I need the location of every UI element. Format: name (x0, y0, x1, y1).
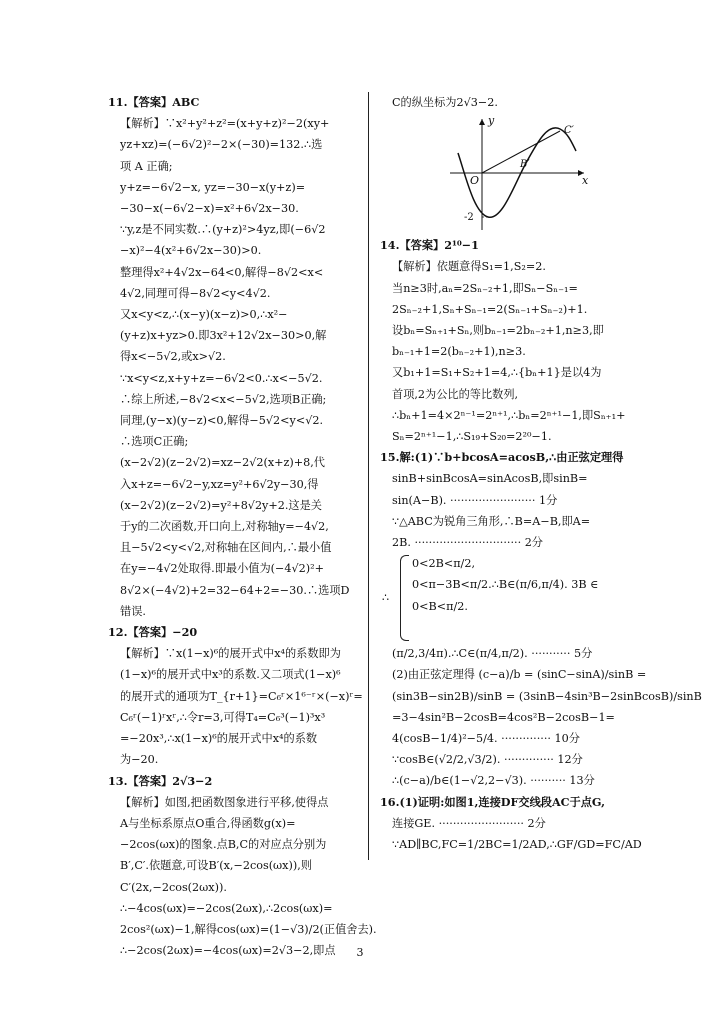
text-line: ∵y,z是不同实数.∴(y+z)²>4yz,即(−6√2 (120, 223, 326, 237)
text-line: yz+xz)=(−6√2)²−2×(−30)=132.∴选 (120, 138, 323, 152)
text-line: y+z=−6√2−x, yz=−30−x(y+z)= (120, 180, 306, 194)
text-line: sin(A−B). ························ 1分 (392, 493, 558, 507)
text-line: 16.(1)证明:如图1,连接DF交线段AC于点G, (380, 794, 605, 809)
text-line: 12.【答案】−20 (108, 625, 198, 640)
text-line: 于y的二次函数,开口向上,对称轴y=−4√2, (120, 520, 329, 534)
text-line: 又x<y<z,∴(x−y)(x−z)>0,∴x²− (120, 308, 288, 322)
graph-neg-two-label: -2 (464, 212, 474, 224)
text-line: 入x+z=−6√2−y,xz=y²+6√2y−30,得 (120, 477, 319, 491)
text-line: 2Sₙ₋₂+1,Sₙ+Sₙ₋₁=2(Sₙ₋₁+Sₙ₋₂)+1. (392, 302, 588, 316)
left-brace (400, 555, 409, 641)
inequality-line: 0<π−3B<π/2.∴B∈(π/6,π/4). 3B ∈ (412, 578, 599, 592)
text-line: ∴−2cos(2ωx)=−4cos(ωx)=2√3−2,即点 (120, 944, 336, 958)
right-column (380, 92, 702, 855)
graph-y-label: y (488, 114, 495, 128)
inequality-line: 0<B<π/2. (412, 599, 468, 613)
text-line: (x−2√2)(z−2√2)=xz−2√2(x+z)+8,代 (120, 456, 325, 470)
graph-x-label: x (582, 174, 589, 188)
graph-origin-label: O (470, 174, 480, 188)
text-line: 错误. (120, 604, 146, 618)
text-line: 【解析】如图,把函数图象进行平移,使得点 (120, 795, 329, 809)
text-line: 在y=−4√2处取得.即最小值为(−4√2)²+ (120, 562, 325, 576)
text-line: 13.【答案】2√3−2 (108, 773, 213, 788)
text-line: 项 A 正确; (120, 159, 173, 173)
text-line: ∴选项C正确; (120, 435, 189, 449)
text-line: (1−x)⁶的展开式中x³的系数.又二项式(1−x)⁶ (120, 668, 341, 682)
text-line: (π/2,3/4π).∴C∈(π/4,π/2). ··········· 5分 (392, 647, 593, 661)
text-line: 4√2,同理可得−8√2<y<4√2. (120, 286, 271, 300)
text-line: 的展开式的通项为T_{r+1}=C₆ʳ×1⁶⁻ʳ×(−x)ʳ= (120, 689, 363, 703)
text-line: ∴bₙ+1=4×2ⁿ⁻¹=2ⁿ⁺¹,∴bₙ=2ⁿ⁺¹−1,即Sₙ₊₁+ (392, 408, 626, 422)
text-line: 4(cosB−1/4)²−5/4. ·············· 10分 (392, 732, 580, 746)
text-line: 设bₙ=Sₙ₊₁+Sₙ,则bₙ₋₁=2bₙ₋₂+1,n≥3,即 (392, 324, 604, 338)
text-line: 连接GE. ························ 2分 (392, 816, 546, 830)
text-line: −30−x(−6√2−x)=x²+6√2x−30. (120, 202, 299, 216)
text-line: 11.【答案】ABC (108, 95, 200, 109)
text-line: A与坐标系原点O重合,得函数g(x)= (120, 816, 296, 830)
column-divider (368, 92, 369, 860)
text-line: C′(2x,−2cos(2ωx)). (120, 880, 227, 894)
text-line: ∵cosB∈(√2/2,√3/2). ·············· 12分 (392, 753, 583, 767)
text-line: 整理得x²+4√2x−64<0,解得−8√2<x< (120, 265, 324, 279)
text-line: −x)²−4(x²+6√2x−30)>0. (120, 244, 262, 258)
text-line: ∴(c−a)/b∈(1−√2,2−√3). ·········· 13分 (392, 774, 595, 788)
text-line: 当n≥3时,aₙ=2Sₙ₋₂+1,即Sₙ−Sₙ₋₁= (392, 281, 578, 295)
left-column (108, 92, 377, 961)
text-line: 2cos²(ωx)−1,解得cos(ωx)=(1−√3)/2(正值舍去). (120, 922, 377, 936)
graph-c-prime-label: C′ (564, 125, 574, 137)
therefore-symbol: ∴ (382, 591, 390, 605)
inequality-system (380, 553, 610, 643)
text-line: =−20x³,∴x(1−x)⁶的展开式中x⁴的系数 (120, 732, 318, 746)
text-line: 2B. ······························ 2分 (392, 536, 543, 550)
text-line: sinB+sinBcosA=sinAcosB,即sinB= (392, 472, 588, 486)
text-line: 首项,2为公比的等比数列, (392, 387, 519, 401)
text-line: (y+z)x+yz>0.即3x²+12√2x−30>0,解 (120, 329, 327, 343)
text-line: ∵△ABC为锐角三角形,∴B=A−B,即A= (392, 514, 591, 528)
text-line: 同理,(y−x)(y−z)<0,解得−5√2<y<√2. (120, 414, 324, 428)
text-line: Sₙ=2ⁿ⁺¹−1,∴S₁₉+S₂₀=2²⁰−1. (392, 430, 552, 444)
text-line: 且−5√2<y<√2,对称轴在区间内,∴最小值 (120, 541, 332, 555)
text-line: 【解析】∵x(1−x)⁶的展开式中x⁴的系数即为 (120, 647, 341, 661)
text-line: 14.【答案】2¹⁰−1 (380, 238, 479, 253)
text-line: 得x<−5√2,或x>√2. (120, 350, 226, 364)
text-line: 为−20. (120, 753, 159, 767)
text-line: bₙ₋₁+1=2(bₙ₋₂+1),n≥3. (392, 345, 526, 359)
text-line: C₆ʳ(−1)ʳxʳ,∴令r=3,可得T₄=C₆³(−1)³x³ (120, 710, 326, 724)
text-line: ∵AD∥BC,FC=1/2BC=1/2AD,∴GF/GD=FC/AD (392, 838, 642, 852)
cosine-graph-figure (442, 115, 592, 235)
text-line: ∴综上所述,−8√2<x<−5√2,选项B正确; (120, 392, 327, 406)
text-line: (2)由正弦定理得 (c−a)/b = (sinC−sinA)/sinB = (392, 668, 647, 682)
text-line: 15.解:(1)∵b+bcosA=acosB,∴由正弦定理得 (380, 450, 624, 465)
graph-b-prime-label: B′ (520, 159, 530, 171)
text-line: 又b₁+1=S₁+S₂+1=4,∴{bₙ+1}是以4为 (392, 366, 602, 380)
text-line: ∴−4cos(ωx)=−2cos(2ωx),∴2cos(ωx)= (120, 901, 333, 915)
text-line: −2cos(ωx)的图象.点B,C的对应点分别为 (120, 838, 327, 852)
text-line: 8√2×(−4√2)+2=32−64+2=−30.∴选项D (120, 583, 350, 597)
text-line: (sin3B−sin2B)/sinB = (3sinB−4sin³B−2sinBcosB)/sinB (392, 689, 702, 703)
text-line: (x−2√2)(z−2√2)=y²+8√2y+2.这是关 (120, 498, 322, 512)
inequality-line: 0<2B<π/2, (412, 557, 476, 571)
page-number: 3 (356, 946, 364, 959)
text-line: ∵x<y<z,x+y+z=−6√2<0.∴x<−5√2. (120, 371, 323, 385)
text-line: 【解析】∵x²+y²+z²=(x+y+z)²−2(xy+ (120, 117, 330, 131)
text-line: =3−4sin²B−2cosB=4cos²B−2cosB−1= (392, 710, 615, 724)
text-line: C的纵坐标为2√3−2. (392, 96, 498, 109)
text-line: B′,C′.依题意,可设B′(x,−2cos(ωx)),则 (120, 859, 312, 873)
text-line: 【解析】依题意得S₁=1,S₂=2. (392, 260, 546, 274)
